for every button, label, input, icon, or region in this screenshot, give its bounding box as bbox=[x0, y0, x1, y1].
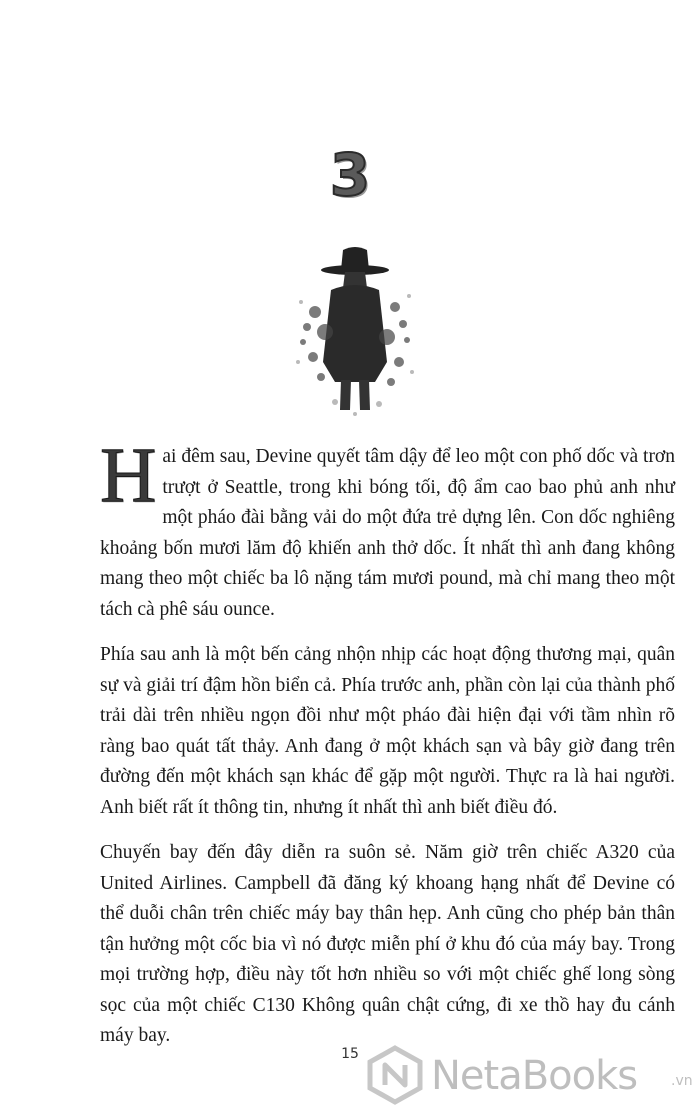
body-text bbox=[100, 431, 675, 1067]
paragraph-2: Phía sau anh là một bến cảng nhộn nhịp các hoạt động thương mại, quân sự và giải trí đậm hồn biển cả. Phía trước anh, phần còn lại của thành phố trải dài trên nhiều ngọn đồi như một pháo đài hiện đại với tầm nhìn rõ ràng bao quát tất thảy. Anh đang ở một khách sạn và bây giờ đang trên đường đến một khách sạn khác để gặp một người. Thực ra là hai người. Anh biết rất ít thông tin, nhưng ít nhất thì anh biết điều đó. bbox=[100, 644, 675, 818]
chapter-number: 3 bbox=[329, 141, 371, 209]
cowboy-silhouette-icon bbox=[295, 232, 415, 417]
drop-cap: H bbox=[100, 431, 157, 518]
watermark-text: NetaBooks bbox=[431, 1053, 638, 1099]
watermark-suffix: .vn bbox=[671, 1073, 693, 1089]
paragraph-3: Chuyến bay đến đây diễn ra suôn sẻ. Năm giờ trên chiếc A320 của United Airlines. Campbell đã đăng ký khoang hạng nhất để Devine có thể duỗi chân trên chiếc máy bay thân hẹp. Anh cũng cho phép bản thân tận hưởng một cốc bia vì nó được miễn phí ở khu đó của máy bay. Trong mọi trường hợp, điều này tốt hơn nhiều so với một chiếc ghế long sòng sọc của một chiếc C130 Không quân chật cứng, đi xe thồ hay đu cánh máy bay. bbox=[100, 842, 675, 1046]
netabooks-logo-icon bbox=[365, 1045, 425, 1105]
paragraph-1-text: ai đêm sau, Devine quyết tâm dậy để leo một con phố dốc và trơn trượt ở Seattle, trong khi bóng tối, độ ẩm cao bao phủ anh như một pháo đài bằng vải do một đứa trẻ dựng lên. Con dốc nghiêng khoảng bốn mươi lăm độ khiến anh thở dốc. Ít nhất thì anh đang không mang theo một chiếc ba lô nặng tám mươi pound, mà chỉ mang theo một tách cà phê sáu ounce. bbox=[100, 446, 675, 620]
page-number: 15 bbox=[341, 1046, 359, 1062]
watermark bbox=[365, 1045, 695, 1107]
paragraph-1 bbox=[100, 431, 675, 625]
